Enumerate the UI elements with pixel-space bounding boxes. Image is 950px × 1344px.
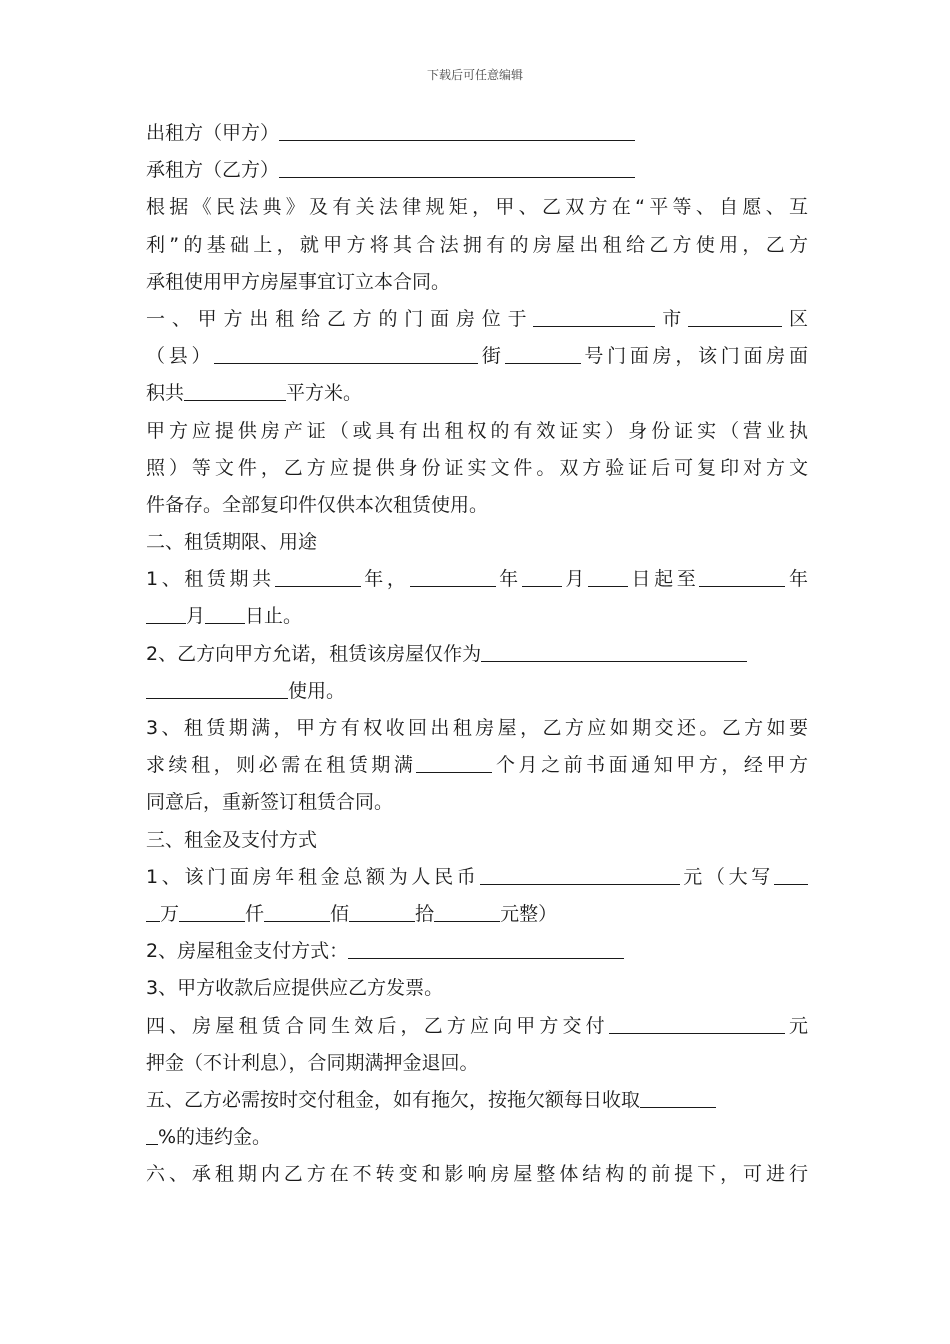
rent-capital-label: 元（大写 bbox=[679, 865, 774, 888]
wan-unit: 万 bbox=[160, 902, 180, 925]
end-month-unit: 月 bbox=[186, 605, 206, 628]
renewal-line-2 bbox=[146, 747, 808, 784]
renewal-text-b: 个月之前书面通知甲方，经甲方 bbox=[492, 754, 808, 777]
preamble-line-3: 承租使用甲方房屋事宜订立本合同。 bbox=[146, 270, 451, 293]
bai-blank bbox=[264, 899, 330, 922]
clause-1-text-c: 号门面房，该门面房面 bbox=[580, 345, 808, 368]
street-blank bbox=[214, 341, 478, 364]
documents-line-3: 件备存。全部复印件仅供本次租赁使用。 bbox=[146, 493, 489, 516]
renewal-line-3: 同意后，重新签订租赁合同。 bbox=[146, 791, 394, 814]
clause-1-text-a: 一、甲方出租给乙方的门面房位于 bbox=[146, 307, 534, 330]
penalty-rate-blank bbox=[640, 1085, 716, 1108]
district-label: 区 bbox=[782, 307, 808, 330]
lessee-blank bbox=[279, 155, 635, 178]
lessee-label: 承租方（乙方） bbox=[146, 159, 280, 182]
end-month-blank bbox=[146, 601, 186, 624]
lessor-line bbox=[146, 115, 808, 152]
yuan-blank bbox=[434, 899, 500, 922]
yuan-unit: 元整） bbox=[500, 902, 558, 925]
section-2-heading: 二、租赁期限、用途 bbox=[146, 531, 318, 554]
area-unit: 平方米。 bbox=[286, 382, 363, 405]
preamble-line-1: 根据《民法典》及有关法律规矩，甲、乙双方在“平等、自愿、互 bbox=[146, 196, 808, 219]
rent-capital-blank bbox=[774, 862, 808, 885]
number-blank bbox=[505, 341, 581, 364]
district-blank bbox=[688, 304, 782, 327]
shi-blank bbox=[349, 899, 415, 922]
start-month-blank bbox=[522, 564, 562, 587]
payment-method-line bbox=[146, 933, 808, 970]
clause-6-line-1: 六、承租期内乙方在不转变和影响房屋整体结构的前提下，可进行 bbox=[146, 1163, 808, 1186]
end-year-blank bbox=[699, 564, 785, 587]
term-label: 1、租赁期共 bbox=[146, 568, 275, 591]
contract-body bbox=[146, 115, 808, 1193]
rent-line-2 bbox=[146, 896, 808, 933]
payment-method-label: 2、房屋租金支付方式： bbox=[146, 940, 349, 963]
documents-line-2: 照）等文件，乙方应提供身份证实文件。双方验证后可复印对方文 bbox=[146, 456, 808, 479]
start-day-unit: 日起至 bbox=[627, 568, 700, 591]
end-year-unit: 年 bbox=[785, 568, 808, 591]
area-label: 积共 bbox=[146, 382, 185, 405]
usage-blank-2 bbox=[146, 676, 288, 699]
lessor-label: 出租方（甲方） bbox=[146, 122, 280, 144]
deposit-line-1 bbox=[146, 1008, 808, 1045]
notice-months-blank bbox=[416, 750, 492, 773]
usage-suffix: 使用。 bbox=[288, 679, 346, 702]
page-header-note: 下载后可任意编辑 bbox=[426, 68, 523, 82]
invoice-line: 3、甲方收款后应提供应乙方发票。 bbox=[146, 977, 444, 1000]
renewal-text-a: 求续租，则必需在租赁期满 bbox=[146, 754, 417, 777]
term-year-unit: 年， bbox=[360, 568, 410, 591]
deposit-label: 四、房屋租赁合同生效后，乙方应向甲方交付 bbox=[146, 1014, 609, 1037]
start-month-unit: 月 bbox=[561, 568, 588, 591]
usage-line-1 bbox=[146, 636, 808, 673]
start-year-unit: 年 bbox=[495, 568, 522, 591]
street-label: 街 bbox=[478, 345, 505, 368]
section-3-heading: 三、租金及支付方式 bbox=[146, 828, 318, 851]
usage-blank-1 bbox=[481, 639, 747, 662]
usage-line-2 bbox=[146, 673, 808, 710]
payment-method-blank bbox=[348, 936, 624, 959]
term-years-blank bbox=[275, 564, 361, 587]
wan-blank bbox=[146, 899, 160, 922]
deposit-line-2: 押金（不计利息），合同期满押金退回。 bbox=[146, 1051, 479, 1074]
penalty-suffix: %的违约金。 bbox=[158, 1126, 272, 1149]
penalty-line-1 bbox=[146, 1082, 808, 1119]
qian-unit: 仟 bbox=[245, 902, 265, 925]
qian-blank bbox=[179, 899, 245, 922]
rent-line-1 bbox=[146, 859, 808, 896]
start-year-blank bbox=[410, 564, 496, 587]
rent-label: 1、该门面房年租金总额为人民币 bbox=[146, 865, 480, 888]
clause-1-line-2 bbox=[146, 338, 808, 375]
area-blank bbox=[184, 378, 286, 401]
city-label: 市 bbox=[655, 307, 689, 330]
penalty-label: 五、乙方必需按时交付租金，如有拖欠，按拖欠额每日收取 bbox=[146, 1088, 641, 1111]
lessor-blank bbox=[279, 118, 635, 141]
term-line-1 bbox=[146, 561, 808, 598]
county-label: （县） bbox=[146, 345, 215, 368]
documents-line-1: 甲方应提供房产证（或具有出租权的有效证实）身份证实（营业执 bbox=[146, 419, 808, 442]
clause-1-line-1 bbox=[146, 301, 808, 338]
renewal-line-1: 3、租赁期满，甲方有权收回出租房屋，乙方应如期交还。乙方如要 bbox=[146, 717, 808, 739]
bai-unit: 佰 bbox=[330, 902, 350, 925]
deposit-blank bbox=[609, 1011, 785, 1034]
lessee-line bbox=[146, 152, 808, 189]
city-blank bbox=[533, 304, 655, 327]
shi-unit: 拾 bbox=[415, 902, 435, 925]
term-line-2 bbox=[146, 598, 808, 635]
clause-1-line-3 bbox=[146, 375, 808, 412]
deposit-unit: 元 bbox=[784, 1014, 808, 1037]
start-day-blank bbox=[588, 564, 628, 587]
penalty-rate-blank-2 bbox=[146, 1122, 158, 1145]
usage-label: 2、乙方向甲方允诺，租赁该房屋仅作为 bbox=[146, 642, 482, 665]
end-day-unit: 日止。 bbox=[245, 605, 303, 628]
rent-amount-blank bbox=[480, 862, 680, 885]
penalty-line-2 bbox=[146, 1119, 808, 1156]
preamble-line-2: 利”的基础上，就甲方将其合法拥有的房屋出租给乙方使用，乙方 bbox=[146, 233, 808, 256]
end-day-blank bbox=[205, 601, 245, 624]
